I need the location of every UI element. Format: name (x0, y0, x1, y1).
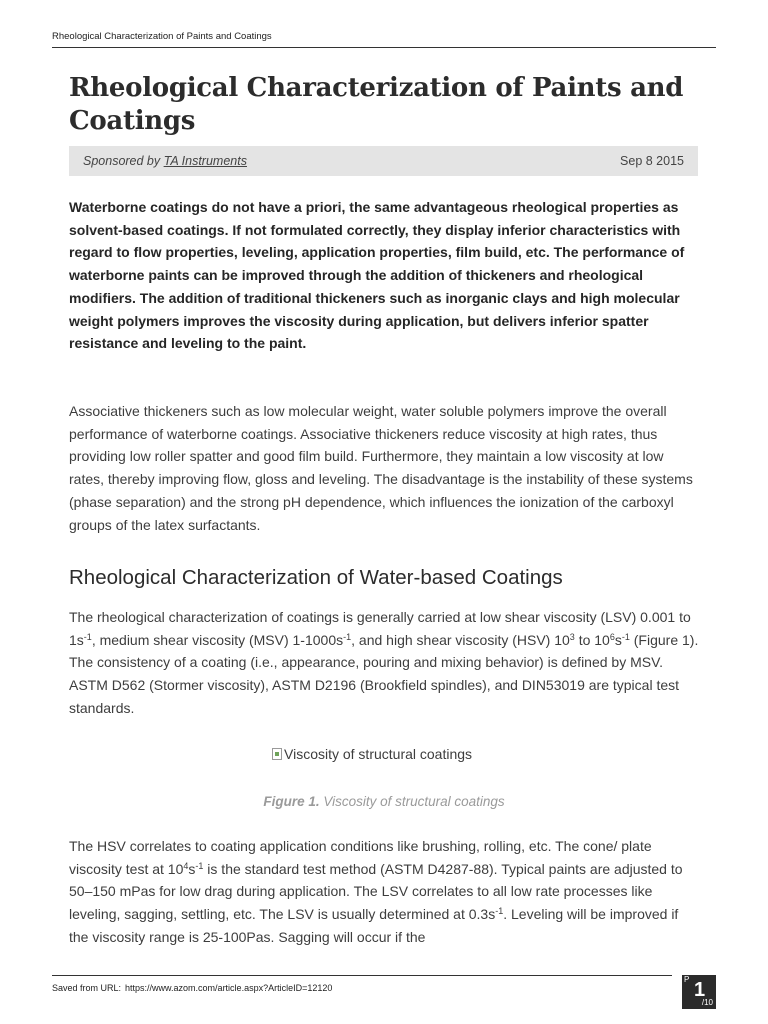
publish-date: Sep 8 2015 (620, 154, 684, 168)
sponsor-bar (69, 146, 698, 176)
figure-caption (0, 794, 768, 809)
p2-text-6: (Figure 1). The consistency of a coating (i.e., appearance, pouring and mixing behavior) is defined by MSV. ASTM D562 (Stormer viscosity), ASTM D2196 (Brookfield spindles), and DIN53019 are typical test standards. (69, 631, 699, 716)
page-number: 1 (694, 979, 706, 1001)
footer-rule (52, 975, 672, 976)
footer-saved-label: Saved from URL: (52, 983, 122, 993)
footer (52, 983, 332, 993)
page-prefix: P (684, 975, 690, 984)
p2-text-2: , medium shear viscosity (MSV) 1-1000s (91, 631, 344, 648)
article-title: Rheological Characterization of Paints and Coatings (69, 73, 684, 136)
p3-text-3: is the standard test method (ASTM D4287-88). Typical paints are adjusted to 50–150 mPas for low drag during application. The LSV correlates to all low rate processes like leveling, sagging, settling, etc. The LSV is usually determined at 0.3s (69, 860, 683, 923)
p2-sup-5: -1 (621, 631, 630, 642)
p3-sup-1: 4 (183, 860, 189, 871)
p2-sup-4: 6 (609, 631, 615, 642)
section-heading: Rheological Characterization of Water-based Coatings (69, 566, 563, 589)
p2-text-1: The rheological characterization of coatings is generally carried at low shear viscosity (LSV) 0.001 to 1s (69, 609, 691, 648)
paragraph-3 (69, 835, 701, 949)
sponsor-line (83, 154, 247, 168)
header-rule (52, 47, 716, 48)
p3-text-1: The HSV correlates to coating application conditions like brushing, rolling, etc. The cone/ plate viscosity test at 10 (69, 838, 652, 877)
p3-sup-2: -1 (195, 860, 204, 871)
p2-sup-1: -1 (83, 631, 92, 642)
lead-paragraph: Waterborne coatings do not have a priori, the same advantageous rheological properties as solvent-based coatings. If not formulated correctly, they display inferior characteristics with regard to flow properties, leveling, application properties, film build, etc. The performance of waterborne paints can be improved through the addition of thickeners and rheological modifiers. The addition of traditional thickeners such as inorganic clays and high molecular weight polymers improves the viscosity during application, but delivers inferior spatter resistance and leveling to the paint. (69, 199, 685, 352)
page-badge (682, 975, 716, 1009)
p2-text-3: , and high shear viscosity (HSV) 10 (351, 631, 570, 648)
paragraph-1: Associative thickeners such as low molecular weight, water soluble polymers improve the overall performance of waterborne coatings. Associative thickeners reduce viscosity at high rates, thus providing low roller spatter and good film build. Furthermore, they maintain a low viscosity at low rates, thereby improving flow, gloss and leveling. The disadvantage is the instability of these systems (phase separation) and the strong pH dependence, which influences the ionization of the carboxyl groups of the latex surfactants. (69, 403, 693, 533)
paragraph-2 (69, 606, 701, 720)
p3-text-4: . Leveling will be improved if the viscosity range is 25-100Pas. Sagging will occur if the (69, 906, 679, 945)
figure-image-placeholder (272, 746, 472, 762)
p2-text-5: s (614, 631, 622, 648)
sponsor-link[interactable]: TA Instruments (163, 154, 247, 168)
figure-alt-text: Viscosity of structural coatings (284, 746, 473, 762)
figure-label: Figure 1. (263, 794, 320, 809)
figure-caption-text: Viscosity of structural coatings (319, 794, 505, 809)
p2-sup-3: 3 (569, 631, 575, 642)
footer-url[interactable]: https://www.azom.com/article.aspx?ArticleID=12120 (125, 983, 333, 993)
p3-sup-3: -1 (495, 906, 504, 917)
page-total: /10 (701, 998, 713, 1007)
sponsor-prefix: Sponsored by (83, 154, 164, 168)
p3-text-2: s (188, 860, 196, 877)
broken-image-icon (272, 748, 282, 760)
running-header: Rheological Characterization of Paints and Coatings (52, 31, 272, 42)
p2-text-4: to 10 (574, 631, 610, 648)
p2-sup-2: -1 (343, 631, 352, 642)
